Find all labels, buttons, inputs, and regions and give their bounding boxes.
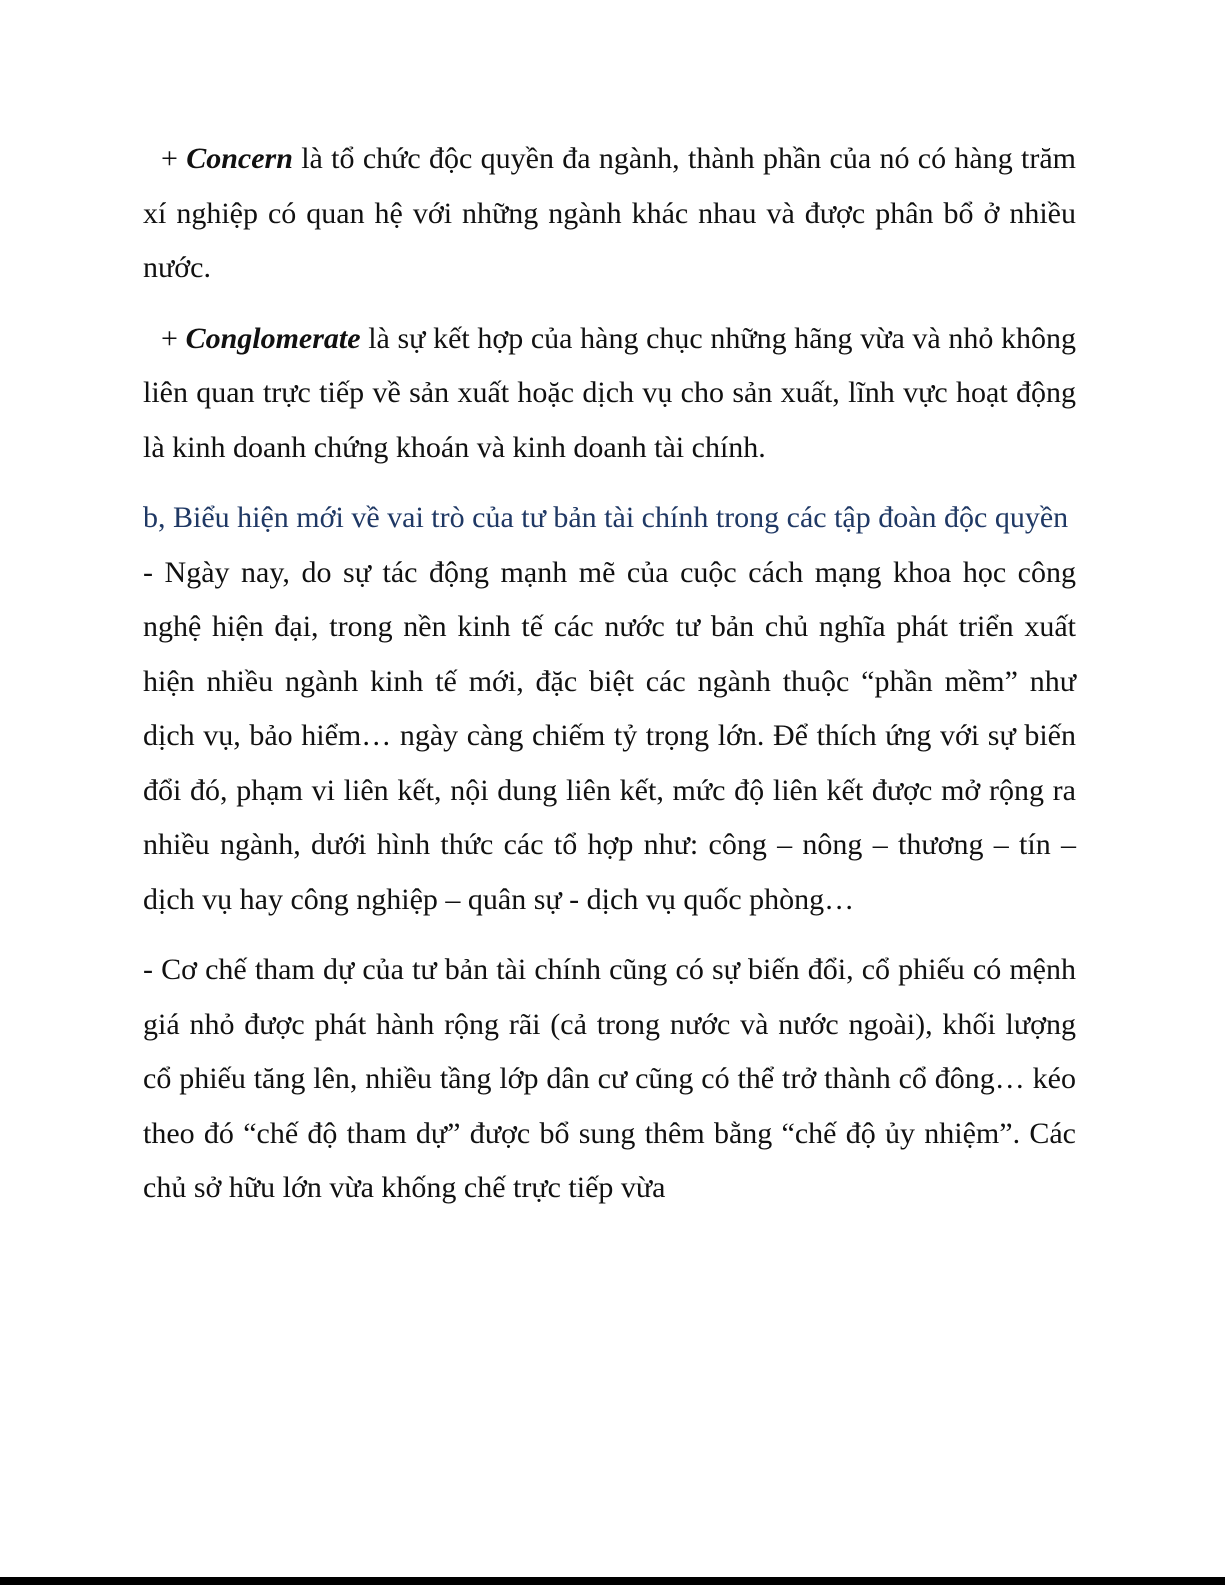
paragraph-participation-mechanism: - Cơ chế tham dự của tư bản tài chính cũng có sự biến đổi, cổ phiếu có mệnh giá nhỏ được phát hành rộng rãi (cả trong nước và nước ngoài), khối lượng cổ phiếu tăng lên, nhiều tầng lớp dân cư cũng có thể trở thành cổ đông… kéo theo đó “chế độ tham dự” được bổ sung thêm bằng “chế độ ủy nhiệm”. Các chủ sở hữu lớn vừa khống chế trực tiếp vừa [143,953,1076,1204]
concern-paragraph [143,132,1076,296]
document-page [143,132,1076,1216]
paragraph-new-industries: - Ngày nay, do sự tác động mạnh mẽ của cuộc cách mạng khoa học công nghệ hiện đại, trong nền kinh tế các nước tư bản chủ nghĩa phát triển xuất hiện nhiều ngành kinh tế mới, đặc biệt các ngành thuộc “phần mềm” như dịch vụ, bảo hiểm… ngày càng chiếm tỷ trọng lớn. Để thích ứng với sự biến đổi đó, phạm vi liên kết, nội dung liên kết, mức độ liên kết được mở rộng ra nhiều ngành, dưới hình thức các tổ hợp như: công – nông – thương – tín – dịch vụ hay công nghiệp – quân sự - dịch vụ quốc phòng… [143,555,1076,916]
concern-text: là tổ chức độc quyền đa ngành, thành phần của nó có hàng trăm xí nghiệp có quan hệ với những ngành khác nhau và được phân bổ ở nhiều nước. [143,142,1077,284]
conglomerate-paragraph [143,312,1076,476]
conglomerate-prefix: + [161,321,186,355]
conglomerate-text: là sự kết hợp của hàng chục những hãng vừa và nhỏ không liên quan trực tiếp về sản xuất hoặc dịch vụ cho sản xuất, lĩnh vực hoạt động là kinh doanh chứng khoán và kinh doanh tài chính. [143,321,1076,464]
concern-term: Concern [186,142,293,175]
concern-prefix: + [161,142,187,175]
section-heading: b, Biểu hiện mới về vai trò của tư bản tài chính trong các tập đoàn độc quyền [143,501,1069,534]
conglomerate-term: Conglomerate [185,321,361,355]
page-bottom-rule [0,1577,1225,1585]
